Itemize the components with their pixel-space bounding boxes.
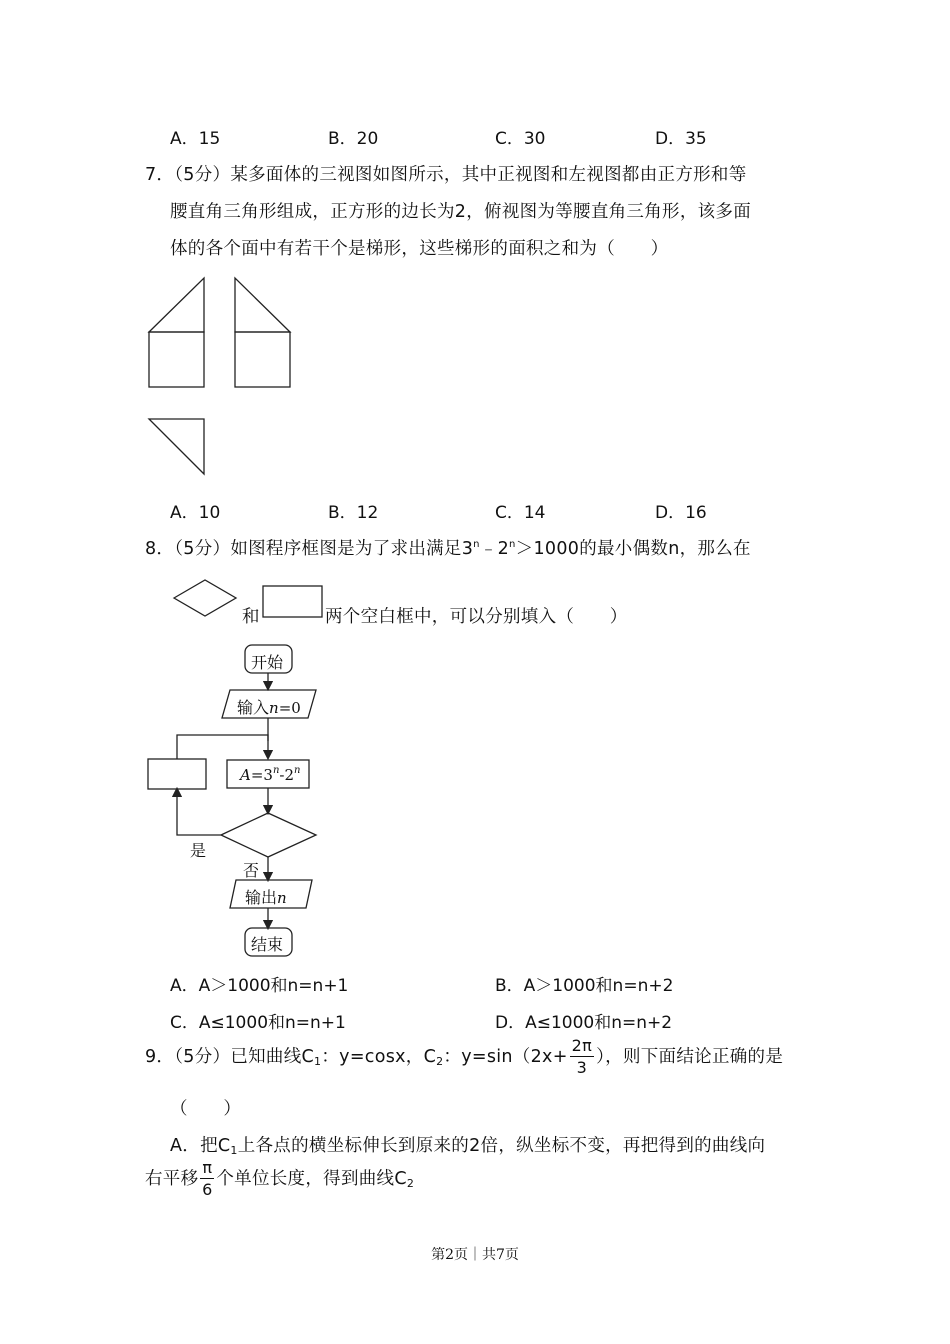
q9-line-1: 9．（5分）已知曲线$C_1$：y=cosx，$C_2$：y=sin（2x+ $\frac{2\pi}{3}$ ），则下面结论正确的是 [145, 1036, 784, 1077]
flow-yes-label: 是 [190, 841, 207, 860]
q6-option-c: C．30 [495, 129, 546, 149]
q9-option-a-line-1: A．把$C_1$上各点的横坐标伸长到原来的2倍，纵坐标不变，再把得到的曲线向 [170, 1136, 766, 1157]
q8-option-d: D．A≤1000和n=n+2 [495, 1013, 673, 1033]
flow-no-label: 否 [243, 861, 260, 880]
three-view-figure [140, 270, 310, 485]
q8-line-1: 8．（5分）如图程序框图是为了求出满足$3^n﹣2^n>1000$的最小偶数n，那么在 [145, 539, 751, 559]
flow-start-label: 开始 [251, 653, 284, 672]
q8-option-c: C．A≤1000和n=n+1 [170, 1013, 346, 1033]
flow-assign-label: $A=3^n-2^n$ [240, 765, 301, 784]
q7-line-2: 腰直角三角形组成，正方形的边长为2，俯视图为等腰直角三角形，该多面 [170, 202, 752, 222]
q7-option-d: D．16 [655, 503, 707, 523]
blank-diamond-icon [172, 578, 238, 618]
q6-option-b: B．20 [328, 129, 379, 149]
flow-decision-diamond [221, 813, 316, 857]
q9-fraction: $\frac{2\pi}{3}$ [571, 1036, 593, 1077]
q6-option-a: A．15 [170, 129, 221, 149]
front-view-triangle [149, 278, 204, 332]
q7-option-b: B．12 [328, 503, 379, 523]
q8-line-2: 两个空白框中，可以分别填入（ ） [325, 607, 628, 627]
q8-option-a: A．A＞1000和n=n+1 [170, 976, 349, 996]
q9-option-a-line-2: 右平移 $\frac{\pi}{6}$ 个单位长度，得到曲线$C_2$ [145, 1158, 415, 1199]
front-view-square [149, 332, 204, 387]
flow-output-label: 输出n [245, 888, 287, 907]
q6-option-d: D．35 [655, 129, 707, 149]
flow-input-label: 输入n=0 [237, 698, 301, 717]
q8-and: 和 [242, 607, 260, 627]
q9-option-a-fraction: $\frac{\pi}{6}$ [202, 1158, 213, 1199]
q8-option-b: B．A＞1000和n=n+2 [495, 976, 674, 996]
blank-rectangle-icon [262, 585, 324, 619]
page-footer: 第2页｜共7页 [431, 1247, 519, 1263]
q7-line-3: 体的各个面中有若干个是梯形，这些梯形的面积之和为（ ） [170, 239, 669, 259]
q7-option-c: C．14 [495, 503, 546, 523]
program-flowchart [140, 640, 330, 960]
top-view-triangle [149, 419, 204, 474]
side-view-square [235, 332, 290, 387]
q9-paren: （ ） [170, 1099, 242, 1119]
flow-end-label: 结束 [251, 935, 284, 954]
flow-blank-process-box [148, 759, 206, 789]
q7-line-1: 7．（5分）某多面体的三视图如图所示，其中正视图和左视图都由正方形和等 [145, 165, 747, 185]
q7-option-a: A．10 [170, 503, 221, 523]
side-view-triangle [235, 278, 290, 332]
